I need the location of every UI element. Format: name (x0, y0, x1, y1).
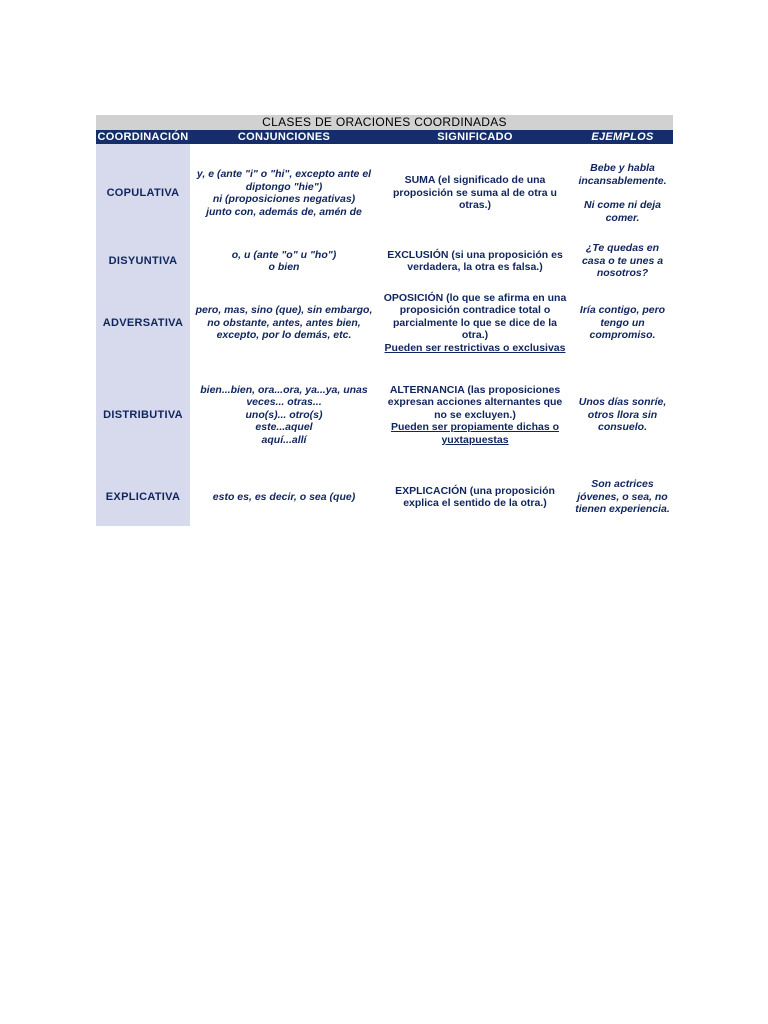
header-conjunciones: CONJUNCIONES (190, 130, 378, 144)
header-significado: SIGNIFICADO (378, 130, 572, 144)
row-ejemplos (572, 468, 673, 526)
header-coordinacion: COORDINACIÓN (97, 131, 189, 143)
sig-line: ALTERNANCIA (las proposiciones expresan acciones alternantes que no se excluyen.) (387, 383, 563, 421)
conj-line: este...aquel (255, 421, 313, 434)
header-row (96, 130, 673, 144)
sig-note-link[interactable]: Pueden ser restrictivas o exclusivas (384, 341, 566, 354)
conj-line: pero, mas, sino (que), sin embargo, no obstante, antes, antes bien, excepto, por lo demás, etc. (195, 304, 373, 342)
table-row (96, 238, 673, 284)
row-significado (378, 238, 572, 284)
row-significado (378, 468, 572, 526)
row-ejemplos (572, 284, 673, 362)
coordination-table (96, 130, 673, 526)
row-kind: COPULATIVA (96, 148, 190, 238)
row-conjunciones (190, 468, 378, 526)
ej-line: Iría contigo, pero tengo un compromiso. (579, 304, 666, 342)
conj-line: junto con, además de, amén de (206, 205, 362, 218)
table-row (96, 148, 673, 238)
row-conjunciones (190, 362, 378, 468)
conj-line: aquí...allí (261, 433, 307, 446)
ej-line: Bebe y habla incansablemente. (578, 162, 667, 187)
table-row (96, 468, 673, 526)
row-ejemplos (572, 238, 673, 284)
conj-line: uno(s)... otro(s) (245, 408, 323, 421)
ej-line: Unos días sonríe, otros llora sin consuelo. (578, 396, 667, 434)
row-kind: EXPLICATIVA (96, 468, 190, 526)
table-row (96, 362, 673, 468)
conj-line: ni (proposiciones negativas) (212, 193, 356, 205)
row-conjunciones (190, 284, 378, 362)
sig-line: OPOSICIÓN (lo que se afirma en una proposición contradice total o parcialmente lo que se dice de la otra.) (383, 291, 567, 342)
table-row (96, 284, 673, 362)
row-conjunciones (190, 148, 378, 238)
header-ejemplos: EJEMPLOS (572, 130, 673, 144)
conj-line: esto es, es decir, o sea (que) (212, 490, 356, 503)
table-title: CLASES DE ORACIONES COORDINADAS (96, 115, 673, 130)
conj-line: o bien (268, 261, 300, 273)
sig-line: EXPLICACIÓN (una proposición explica el sentido de la otra.) (395, 484, 555, 509)
conj-line: o, u (ante "o" u "ho") (231, 248, 337, 261)
ej-line: Son actrices jóvenes, o sea, no tienen experiencia. (575, 478, 670, 516)
row-conjunciones (190, 238, 378, 284)
row-significado (378, 284, 572, 362)
conj-line: bien...bien, ora...ora, ya...ya, unas veces... otras... (200, 383, 368, 409)
ej-line: ¿Te quedas en casa o te unes a nosotros? (581, 242, 664, 280)
sig-line: SUMA (el significado de una proposición se suma al de otra u otras.) (393, 174, 557, 212)
row-significado (378, 362, 572, 468)
row-significado (378, 148, 572, 238)
row-kind: DISYUNTIVA (96, 238, 190, 284)
coordination-table-sheet (96, 115, 673, 526)
row-kind: ADVERSATIVA (96, 284, 190, 362)
row-ejemplos (572, 148, 673, 238)
sig-line: EXCLUSIÓN (si una proposición es verdadera, la otra es falsa.) (387, 248, 563, 273)
conj-line: y, e (ante "i" o "hi", excepto ante el diptongo "hie") (196, 168, 372, 193)
row-kind: DISTRIBUTIVA (96, 362, 190, 468)
ej-line: Ni come ni deja comer. (583, 199, 662, 224)
row-ejemplos (572, 362, 673, 468)
sig-note-link[interactable]: Pueden ser propiamente dichas o yuxtapuestas (390, 421, 560, 446)
